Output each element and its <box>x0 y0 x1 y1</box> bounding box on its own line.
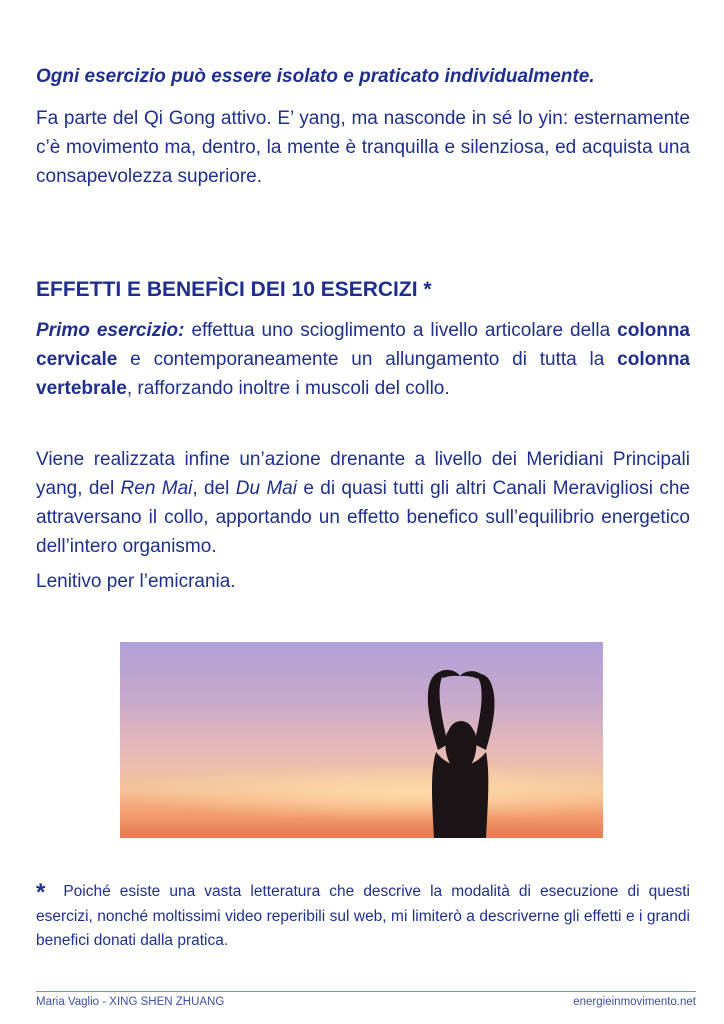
p1-text-2: e contemporaneamente un allungamento di tutta la <box>117 349 618 370</box>
intro-heading: Ogni esercizio può essere isolato e praticato individualmente. <box>36 66 595 87</box>
p1-bold-2: colonna vertebrale <box>36 349 690 399</box>
footnote <box>36 880 690 953</box>
p2-italic-1: Ren Mai <box>120 478 193 499</box>
footnote-text: Poiché esiste una vasta letteratura che descrive la modalità di esecuzione di questi esercizi, nonché moltissimi video reperibili sul web, mi limiterò a descriverne gli effetti e i grandi benefici donati dalla pratica. <box>36 883 690 949</box>
p1-bold-1: colonna cervicale <box>36 320 690 370</box>
p2-text-3: e di quasi tutti gli altri Canali Meravigliosi che attraversano il collo, apportando un effetto benefico sull’equilibrio energetico dell’intero organismo. <box>36 478 690 557</box>
footer-rule <box>36 991 696 992</box>
intro-paragraph: Fa parte del Qi Gong attivo. E’ yang, ma nasconde in sé lo yin: esternamente c’è movimento ma, dentro, la mente è tranquilla e silenziosa, ed acquista una consapevolezza superiore. <box>36 108 690 187</box>
p2-text-2: , del <box>192 478 236 499</box>
p1-text-3: , rafforzando inoltre i muscoli del collo. <box>126 378 450 399</box>
sunset-silhouette-image <box>120 642 603 838</box>
section-title: EFFETTI E BENEFÌCI DEI 10 ESERCIZI * <box>36 278 432 301</box>
first-exercise-paragraph <box>36 316 690 403</box>
footer-author: Maria Vaglio - XING SHEN ZHUANG <box>36 996 225 1008</box>
p2-italic-2: Du Mai <box>235 478 297 499</box>
p2-text-1: Viene realizzata infine un’azione drenante a livello dei Meridiani Principali yang, del <box>36 449 690 499</box>
drainage-paragraph <box>36 445 690 561</box>
footer-website: energieinmovimento.net <box>573 996 696 1008</box>
first-exercise-label: Primo esercizio: <box>36 320 185 341</box>
woman-silhouette-icon <box>120 642 603 838</box>
footnote-star: * <box>36 879 46 906</box>
migraine-paragraph: Lenitivo per l’emicrania. <box>36 571 236 592</box>
p1-text-1: effettua uno scioglimento a livello articolare della <box>184 320 618 341</box>
